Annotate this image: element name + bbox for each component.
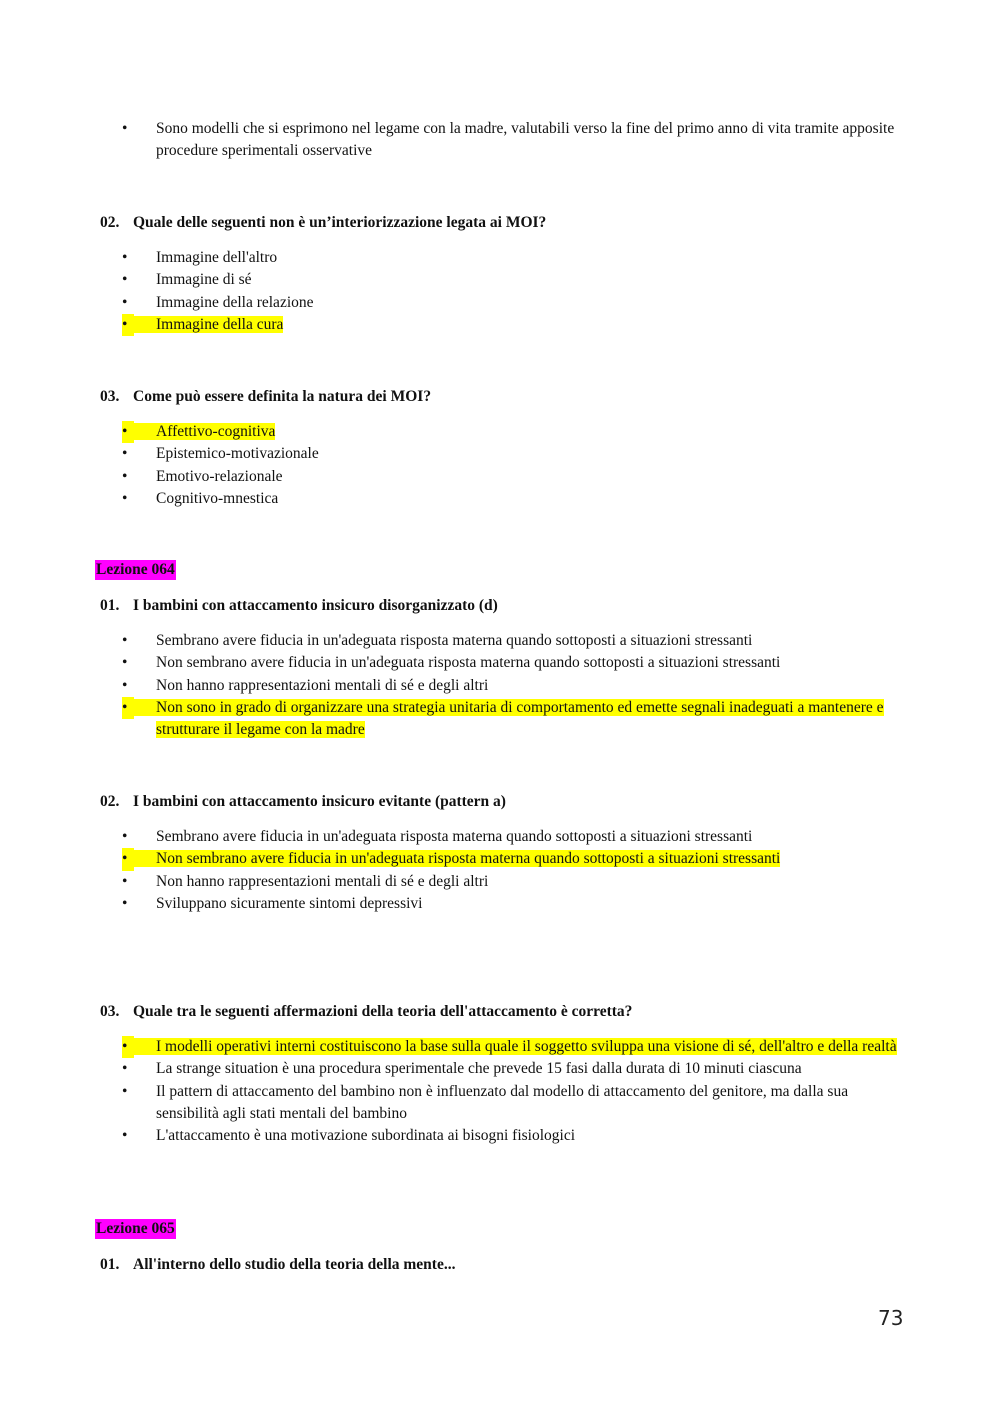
bullet-icon: • (122, 1060, 128, 1078)
question-number: 03. (100, 388, 120, 405)
option-text: Sviluppano sicuramente sintomi depressivi (156, 894, 423, 912)
bullet-icon: • (122, 1082, 128, 1100)
option-list (122, 421, 902, 510)
option-item (122, 871, 902, 893)
bullet-icon: • (122, 314, 134, 336)
option-text: Emotivo-relazionale (156, 467, 283, 485)
lesson-heading: Lezione 065 (96, 1220, 175, 1237)
option-item (122, 118, 902, 163)
bullet-icon: • (122, 1127, 128, 1145)
bullet-icon: • (122, 467, 128, 485)
question-text: All'interno dello studio della teoria della mente... (133, 1256, 456, 1273)
option-text: La strange situation è una procedura sperimentale che prevede 15 fasi dalla durata di 10 minuti ciascuna (156, 1060, 802, 1078)
option-text: Sono modelli che si esprimono nel legame con la madre, valutabili verso la fine del primo anno di vita tramite apposite procedure sperimentali osservative (156, 120, 895, 160)
question-heading (100, 595, 498, 617)
option-text: Immagine di sé (156, 271, 252, 289)
question-number: 01. (100, 1256, 120, 1273)
option-list (122, 247, 902, 336)
option-text: Non hanno rappresentazioni mentali di sé e degli altri (156, 676, 489, 694)
option-item (122, 1081, 902, 1126)
option-text: Cognitivo-mnestica (156, 489, 279, 507)
bullet-icon: • (122, 293, 128, 311)
question-number: 01. (100, 597, 120, 614)
option-list (122, 118, 902, 163)
option-list (122, 630, 902, 741)
option-item (122, 247, 902, 269)
question-number: 02. (100, 214, 120, 231)
option-item (122, 893, 902, 915)
question-heading (100, 1254, 455, 1276)
option-item (122, 488, 902, 510)
option-item-correct (122, 314, 902, 336)
option-text: Epistemico-motivazionale (156, 445, 319, 463)
bullet-icon: • (122, 445, 128, 463)
option-item (122, 1058, 902, 1080)
option-text: Il pattern di attaccamento del bambino non è influenzato dal modello di attaccamento del genitore, ma dalla sua sensibilità agli stati mentali del bambino (156, 1082, 849, 1122)
bullet-icon: • (122, 632, 128, 649)
option-text: Non sono in grado di organizzare una strategia unitaria di comportamento ed emette segnali inadeguati a mantenere e strutturare il legame con la madre (134, 699, 884, 738)
bullet-icon: • (122, 676, 128, 694)
option-item-correct (122, 848, 902, 870)
option-text: Non hanno rappresentazioni mentali di sé e degli altri (156, 872, 489, 890)
option-text: Affettivo-cognitiva (134, 423, 275, 440)
bullet-icon: • (122, 120, 128, 137)
option-list (122, 826, 902, 915)
option-list (122, 1036, 902, 1147)
bullet-icon: • (122, 489, 128, 507)
option-text: L'attaccamento è una motivazione subordinata ai bisogni fisiologici (156, 1127, 576, 1145)
page-number: 73 (878, 1306, 904, 1330)
question-number: 03. (100, 1003, 120, 1020)
option-item (122, 292, 902, 314)
option-text: Non sembrano avere fiducia in un'adeguata risposta materna quando sottoposti a situazioni stressanti (134, 850, 780, 867)
option-item-correct (122, 1036, 902, 1058)
option-item (122, 443, 902, 465)
bullet-icon: • (122, 249, 128, 266)
option-item (122, 630, 902, 652)
question-text: I bambini con attaccamento insicuro disorganizzato (d) (133, 597, 498, 614)
bullet-icon: • (122, 654, 128, 672)
bullet-icon: • (122, 421, 134, 443)
question-heading (100, 1001, 632, 1023)
option-item (122, 269, 902, 291)
option-text: Immagine dell'altro (156, 249, 278, 266)
bullet-icon: • (122, 894, 128, 912)
option-text: Immagine della relazione (156, 293, 314, 311)
question-text: I bambini con attaccamento insicuro evitante (pattern a) (133, 793, 506, 810)
bullet-icon: • (122, 697, 134, 719)
option-item-correct (122, 421, 902, 443)
question-text: Quale tra le seguenti affermazioni della teoria dell'attaccamento è corretta? (133, 1003, 633, 1020)
question-text: Quale delle seguenti non è un’interiorizzazione legata ai MOI? (133, 214, 547, 231)
option-item (122, 466, 902, 488)
question-text: Come può essere definita la natura dei MOI? (133, 388, 432, 405)
bullet-icon: • (122, 271, 128, 289)
option-text: Sembrano avere fiducia in un'adeguata risposta materna quando sottoposti a situazioni stressanti (156, 632, 753, 649)
bullet-icon: • (122, 1036, 134, 1058)
option-item (122, 826, 902, 848)
question-heading (100, 212, 546, 234)
question-heading (100, 791, 506, 813)
bullet-icon: • (122, 828, 128, 845)
bullet-icon: • (122, 848, 134, 870)
option-text: I modelli operativi interni costituiscono la base sulla quale il soggetto sviluppa una visione di sé, dell'altro e della realtà (134, 1038, 897, 1055)
option-text: Non sembrano avere fiducia in un'adeguata risposta materna quando sottoposti a situazioni stressanti (156, 654, 781, 672)
question-heading (100, 386, 431, 408)
option-item (122, 1125, 902, 1147)
question-number: 02. (100, 793, 120, 810)
option-text: Immagine della cura (134, 316, 283, 333)
option-item-correct (122, 697, 902, 742)
option-item (122, 652, 902, 674)
option-text: Sembrano avere fiducia in un'adeguata risposta materna quando sottoposti a situazioni stressanti (156, 828, 753, 845)
bullet-icon: • (122, 872, 128, 890)
lesson-heading: Lezione 064 (96, 561, 175, 578)
option-item (122, 675, 902, 697)
